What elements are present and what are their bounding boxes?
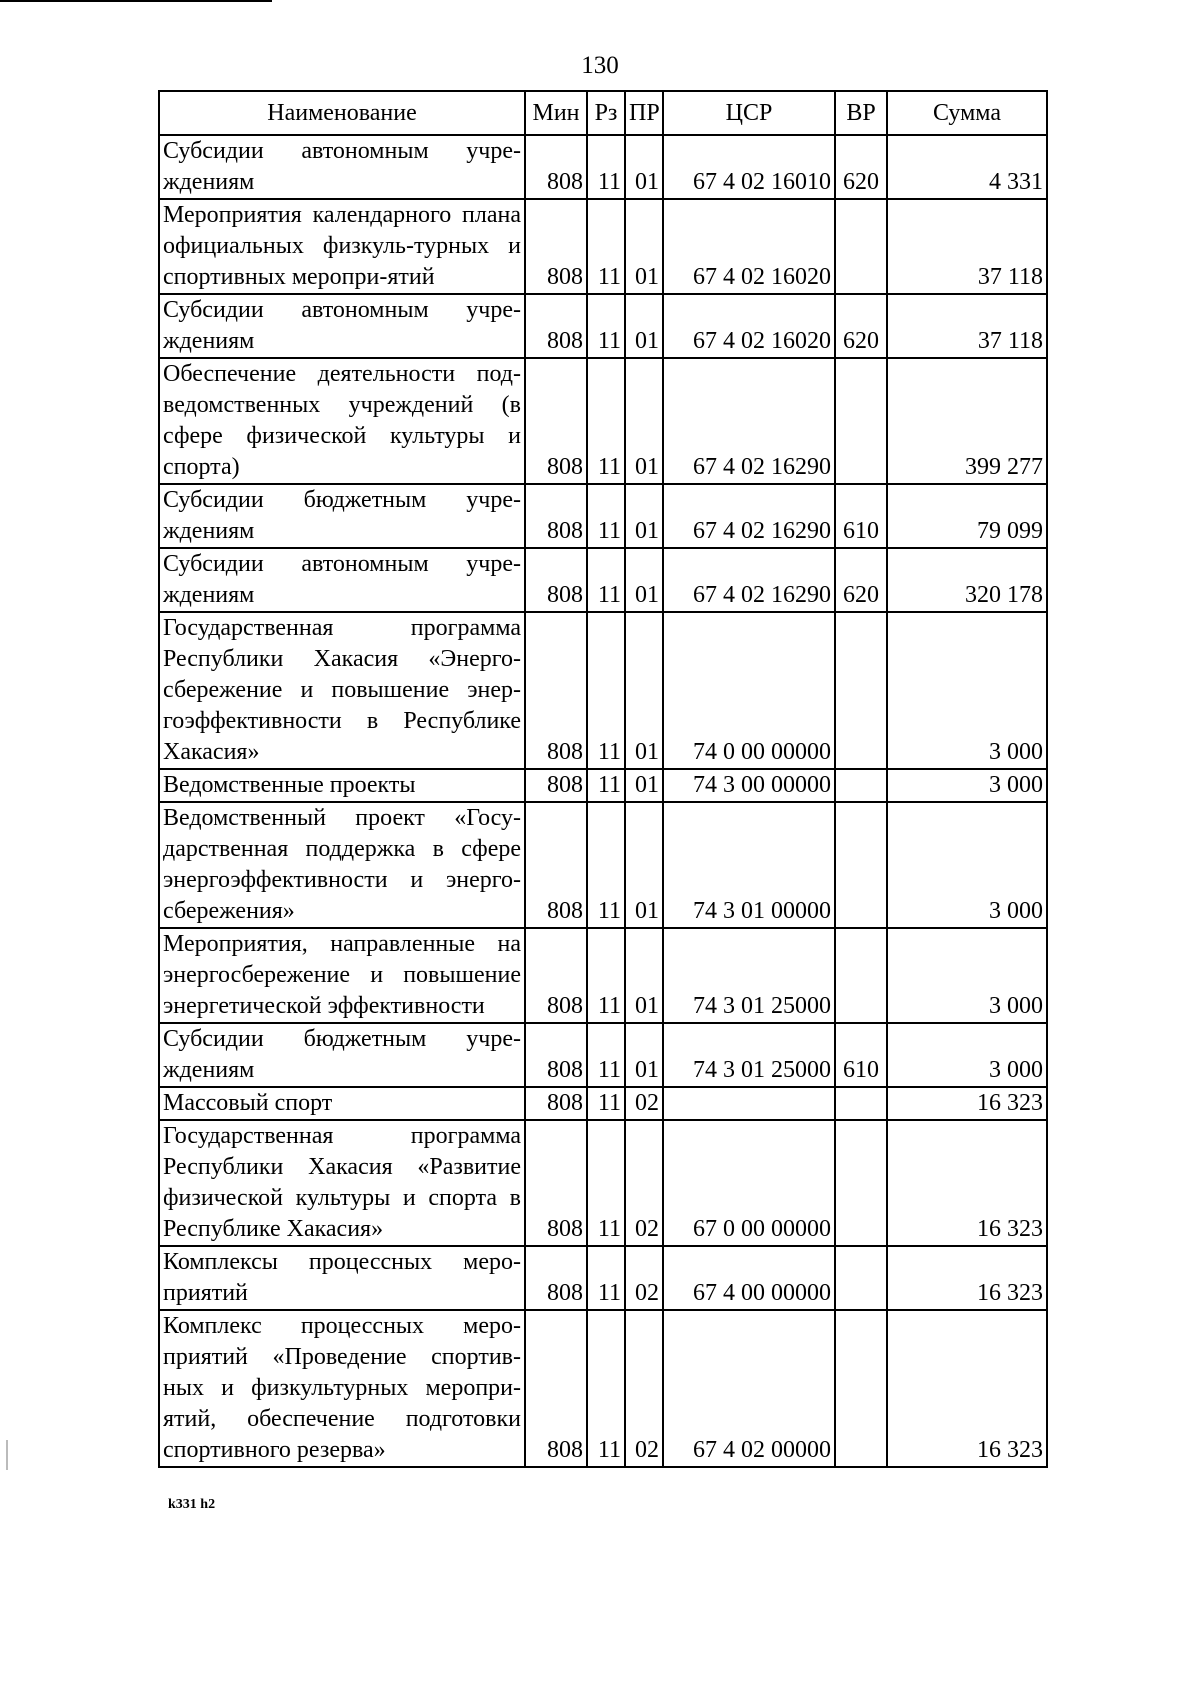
row-csr: 74 3 01 25000: [663, 1023, 835, 1087]
row-rz: 11: [587, 1246, 625, 1310]
table-row: [159, 199, 1047, 294]
row-name: Комплекс процессных меро-приятий «Проведение спортив-ных и физкультурных меропри-ятий, обеспечение подготовки спортивного резерва»: [159, 1310, 525, 1467]
row-name: Обеспечение деятельности под-ведомственных учреждений (в сфере физической культуры и спорта): [159, 358, 525, 484]
row-rz: 11: [587, 358, 625, 484]
row-vr: 610: [835, 484, 887, 548]
header-rz: Рз: [587, 91, 625, 135]
row-name: Государственная программа Республики Хакасия «Энерго-сбережение и повышение энер-гоэффективности в Республике Хакасия»: [159, 612, 525, 769]
row-pr: 01: [625, 802, 663, 928]
table-row: [159, 294, 1047, 358]
table-row: [159, 612, 1047, 769]
row-min: 808: [525, 1087, 587, 1120]
row-sum: 399 277: [887, 358, 1047, 484]
row-rz: 11: [587, 612, 625, 769]
row-vr: [835, 1120, 887, 1246]
row-vr: [835, 1087, 887, 1120]
row-name: Субсидии автономным учре-ждениям: [159, 135, 525, 199]
row-sum: 3 000: [887, 1023, 1047, 1087]
table-row: [159, 928, 1047, 1023]
table-row: [159, 484, 1047, 548]
row-min: 808: [525, 294, 587, 358]
row-rz: 11: [587, 484, 625, 548]
row-sum: 3 000: [887, 802, 1047, 928]
header-csr: ЦСР: [663, 91, 835, 135]
header-min: Мин: [525, 91, 587, 135]
row-rz: 11: [587, 1087, 625, 1120]
row-min: 808: [525, 802, 587, 928]
row-vr: [835, 1246, 887, 1310]
row-min: 808: [525, 928, 587, 1023]
table-row: [159, 802, 1047, 928]
row-name: Государственная программа Республики Хакасия «Развитие физической культуры и спорта в Республике Хакасия»: [159, 1120, 525, 1246]
row-name: Мероприятия календарного плана официальных физкуль-турных и спортивных меропри-ятий: [159, 199, 525, 294]
row-min: 808: [525, 1310, 587, 1467]
row-vr: 620: [835, 548, 887, 612]
row-csr: [663, 1087, 835, 1120]
row-csr: 67 4 02 16010: [663, 135, 835, 199]
row-csr: 67 4 00 00000: [663, 1246, 835, 1310]
row-rz: 11: [587, 135, 625, 199]
row-sum: 16 323: [887, 1310, 1047, 1467]
row-min: 808: [525, 484, 587, 548]
row-min: 808: [525, 769, 587, 802]
scan-margin-mark: [6, 1440, 8, 1470]
table-row: [159, 1310, 1047, 1467]
row-sum: 16 323: [887, 1246, 1047, 1310]
row-vr: [835, 199, 887, 294]
row-pr: 01: [625, 612, 663, 769]
row-sum: 3 000: [887, 612, 1047, 769]
row-sum: 3 000: [887, 928, 1047, 1023]
table-row: [159, 1120, 1047, 1246]
table-row: [159, 1087, 1047, 1120]
row-rz: 11: [587, 1023, 625, 1087]
row-pr: 02: [625, 1087, 663, 1120]
row-name: Ведомственный проект «Госу-дарственная поддержка в сфере энергоэффективности и энерго-сбережения»: [159, 802, 525, 928]
row-min: 808: [525, 135, 587, 199]
row-csr: 74 3 01 00000: [663, 802, 835, 928]
table-row: [159, 548, 1047, 612]
row-vr: [835, 769, 887, 802]
row-name: Мероприятия, направленные на энергосбережение и повышение энергетической эффективности: [159, 928, 525, 1023]
footer-code: k331 h2: [168, 1497, 216, 1512]
table-row: [159, 769, 1047, 802]
row-pr: 01: [625, 199, 663, 294]
row-rz: 11: [587, 802, 625, 928]
row-sum: 16 323: [887, 1120, 1047, 1246]
header-sum: Сумма: [887, 91, 1047, 135]
row-csr: 67 4 02 16290: [663, 484, 835, 548]
row-name: Ведомственные проекты: [159, 769, 525, 802]
row-csr: 67 4 02 16020: [663, 199, 835, 294]
row-min: 808: [525, 612, 587, 769]
row-vr: [835, 358, 887, 484]
row-vr: [835, 1310, 887, 1467]
row-sum: 4 331: [887, 135, 1047, 199]
row-pr: 01: [625, 769, 663, 802]
row-name: Субсидии автономным учре-ждениям: [159, 294, 525, 358]
row-pr: 02: [625, 1310, 663, 1467]
row-sum: 320 178: [887, 548, 1047, 612]
row-sum: 37 118: [887, 294, 1047, 358]
row-pr: 01: [625, 928, 663, 1023]
row-vr: [835, 612, 887, 769]
row-csr: 74 0 00 00000: [663, 612, 835, 769]
header-vr: ВР: [835, 91, 887, 135]
table-row: [159, 358, 1047, 484]
row-vr: [835, 802, 887, 928]
row-min: 808: [525, 199, 587, 294]
row-rz: 11: [587, 1310, 625, 1467]
row-rz: 11: [587, 1120, 625, 1246]
row-vr: 620: [835, 294, 887, 358]
budget-table: [158, 90, 1048, 1468]
row-csr: 74 3 00 00000: [663, 769, 835, 802]
row-rz: 11: [587, 294, 625, 358]
row-csr: 67 4 02 00000: [663, 1310, 835, 1467]
row-name: Субсидии автономным учре-ждениям: [159, 548, 525, 612]
table-row: [159, 1246, 1047, 1310]
row-name: Массовый спорт: [159, 1087, 525, 1120]
row-pr: 01: [625, 548, 663, 612]
row-pr: 01: [625, 1023, 663, 1087]
row-pr: 01: [625, 135, 663, 199]
row-sum: 16 323: [887, 1087, 1047, 1120]
row-csr: 74 3 01 25000: [663, 928, 835, 1023]
table-row: [159, 135, 1047, 199]
row-rz: 11: [587, 928, 625, 1023]
header-pr: ПР: [625, 91, 663, 135]
row-min: 808: [525, 1023, 587, 1087]
row-pr: 01: [625, 294, 663, 358]
table-row: [159, 1023, 1047, 1087]
row-rz: 11: [587, 769, 625, 802]
row-csr: 67 4 02 16290: [663, 548, 835, 612]
row-name: Комплексы процессных меро-приятий: [159, 1246, 525, 1310]
row-csr: 67 0 00 00000: [663, 1120, 835, 1246]
row-min: 808: [525, 358, 587, 484]
row-name: Субсидии бюджетным учре-ждениям: [159, 484, 525, 548]
row-sum: 79 099: [887, 484, 1047, 548]
row-pr: 01: [625, 358, 663, 484]
row-rz: 11: [587, 548, 625, 612]
row-vr: 620: [835, 135, 887, 199]
header-name: Наименование: [159, 91, 525, 135]
row-csr: 67 4 02 16290: [663, 358, 835, 484]
table-header-row: [159, 91, 1047, 135]
row-name: Субсидии бюджетным учре-ждениям: [159, 1023, 525, 1087]
row-vr: [835, 928, 887, 1023]
row-csr: 67 4 02 16020: [663, 294, 835, 358]
row-pr: 02: [625, 1246, 663, 1310]
row-vr: 610: [835, 1023, 887, 1087]
row-sum: 37 118: [887, 199, 1047, 294]
row-rz: 11: [587, 199, 625, 294]
row-sum: 3 000: [887, 769, 1047, 802]
row-min: 808: [525, 1120, 587, 1246]
page-number: 130: [581, 52, 619, 79]
row-pr: 02: [625, 1120, 663, 1246]
row-pr: 01: [625, 484, 663, 548]
row-min: 808: [525, 1246, 587, 1310]
row-min: 808: [525, 548, 587, 612]
top-edge-line: [0, 0, 272, 2]
